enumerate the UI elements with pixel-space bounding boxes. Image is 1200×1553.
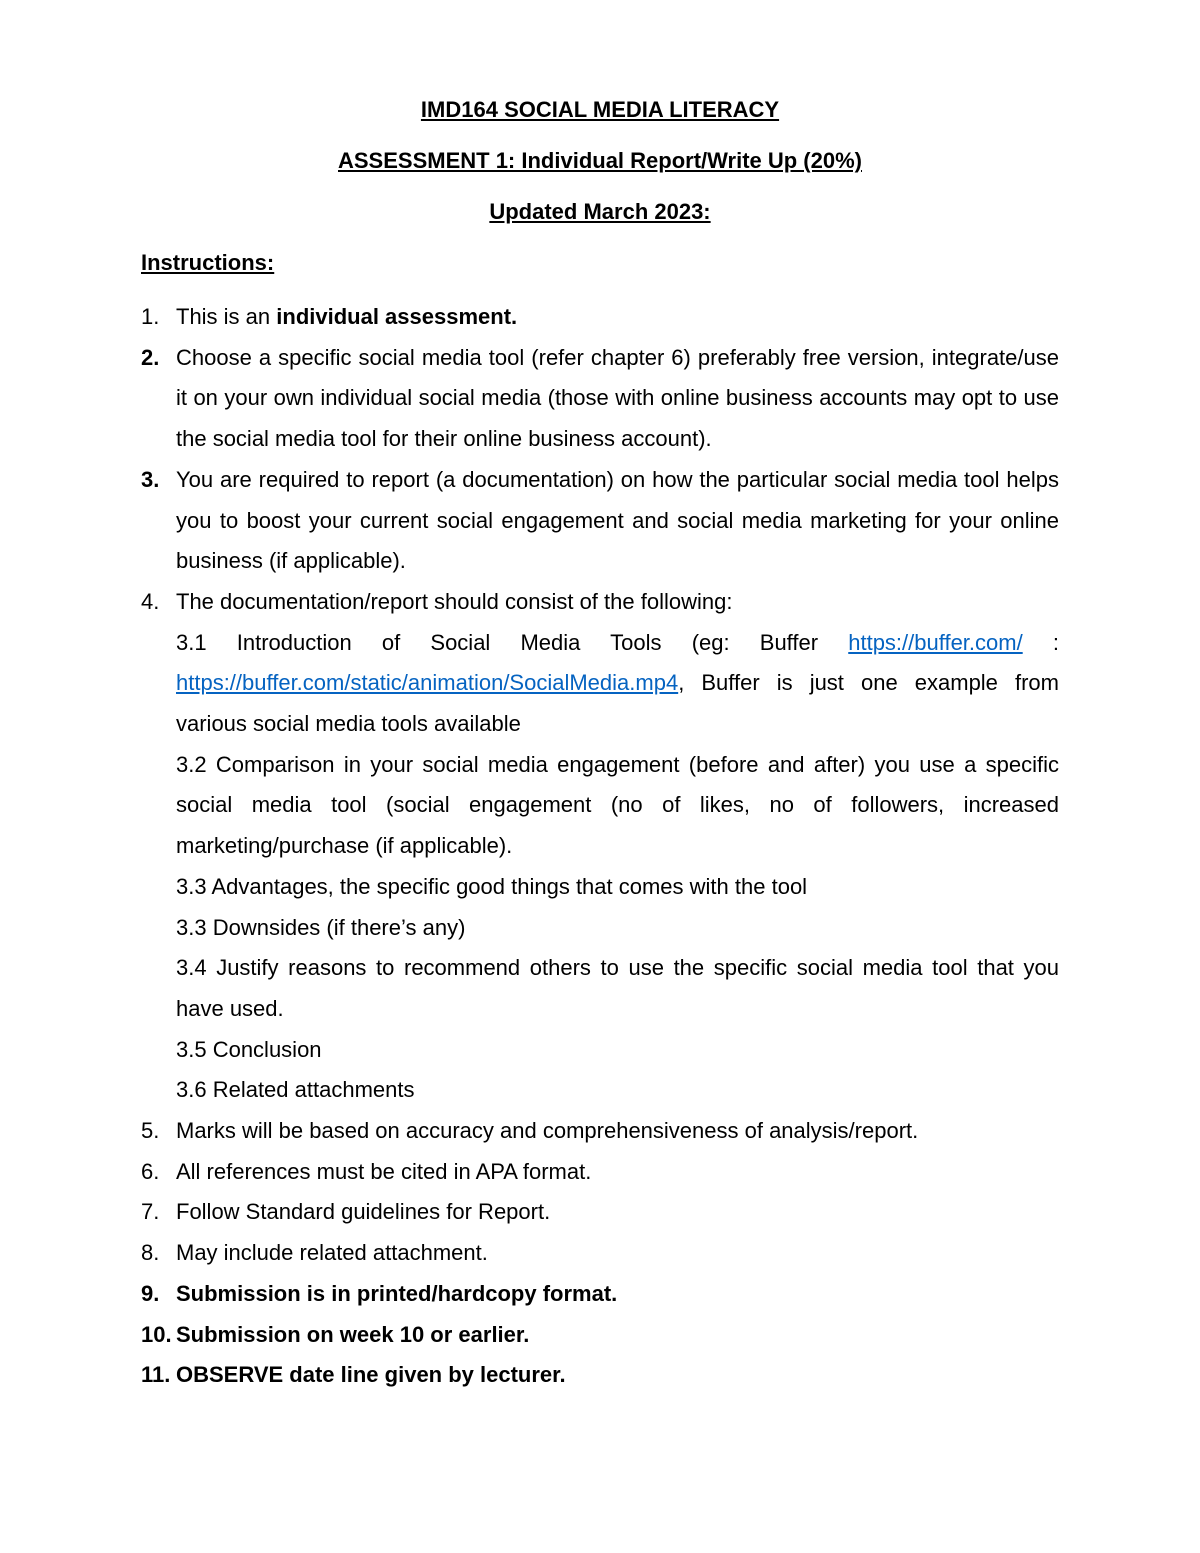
subitem-3-6: 3.6 Related attachments: [176, 1077, 415, 1103]
updated-date: Updated March 2023:: [489, 199, 711, 224]
item-content: [176, 582, 1059, 1111]
item-number: 7.: [141, 1199, 160, 1225]
subitem-3-2: 3.2 Comparison in your social media engagement (before and after) you use a specific social media tool (social engagement (no of likes, no of followers, increased marketing/purchase (if applicable).: [176, 751, 1059, 859]
assessment-title: ASSESSMENT 1: Individual Report/Write Up (20%): [338, 148, 862, 173]
item-number: 4.: [141, 588, 160, 614]
item-text: You are required to report (a documentation) on how the particular social media tool helps you to boost your current social engagement and social media marketing for your online business (if applicable).: [176, 466, 1059, 574]
list-item: [141, 297, 1059, 338]
item-number: 10.: [141, 1321, 172, 1347]
item-number: 1.: [141, 304, 160, 329]
list-item: [141, 582, 1059, 1111]
subitem-3-3-advantages: 3.3 Advantages, the specific good things that comes with the tool: [176, 873, 808, 899]
item-text: OBSERVE date line given by lecturer.: [176, 1362, 566, 1388]
subitem-3-4: 3.4 Justify reasons to recommend others to use the specific social media tool that you have used.: [176, 955, 1059, 1021]
buffer-link[interactable]: https://buffer.com/: [848, 629, 1023, 655]
item-text: May include related attachment.: [176, 1240, 488, 1266]
list-item: [141, 1111, 1059, 1152]
list-item: [141, 1355, 1059, 1396]
item-text: Submission is in printed/hardcopy format.: [176, 1280, 618, 1306]
item-number: 3.: [141, 466, 160, 492]
item-text: Choose a specific social media tool (refer chapter 6) preferably free version, integrate/use it on your own individual social media (those with online business accounts may opt to use the social media tool for their online business account).: [176, 344, 1059, 452]
item-text: Marks will be based on accuracy and comprehensiveness of analysis/report.: [176, 1118, 919, 1144]
list-item: [141, 1192, 1059, 1233]
list-item: [141, 460, 1059, 582]
instructions-heading: Instructions:: [141, 250, 275, 275]
list-item: [141, 1152, 1059, 1193]
list-item: [141, 1274, 1059, 1315]
item-text: Submission on week 10 or earlier.: [176, 1321, 530, 1347]
course-title: IMD164 SOCIAL MEDIA LITERACY: [420, 97, 780, 122]
instructions-list: [141, 297, 1059, 1396]
item-number: 2.: [141, 344, 160, 370]
item-text: All references must be cited in APA format.: [176, 1158, 592, 1184]
item-text: Follow Standard guidelines for Report.: [176, 1199, 551, 1225]
subitem-3-5: 3.5 Conclusion: [176, 1036, 322, 1062]
item-number: 5.: [141, 1118, 160, 1144]
subitem-3-1: 3.1 Introduction of Social Media Tools (eg: Buffer https://buffer.com/ : https://buffer.com/static/animation/SocialMedia.mp4, Buffer is just one example from various social media tools available: [176, 629, 1059, 737]
list-item: [141, 1315, 1059, 1356]
item-number: 6.: [141, 1158, 160, 1184]
item-text: This is an individual assessment.: [176, 304, 518, 329]
buffer-video-link[interactable]: https://buffer.com/static/animation/SocialMedia.mp4: [176, 670, 679, 696]
item-text: The documentation/report should consist of the following:: [176, 588, 733, 614]
list-item: [141, 1233, 1059, 1274]
item-number: 11.: [141, 1362, 171, 1388]
item-number: 9.: [141, 1280, 160, 1306]
list-item: [141, 338, 1059, 460]
subitem-3-3-downsides: 3.3 Downsides (if there’s any): [176, 914, 466, 940]
item-number: 8.: [141, 1240, 160, 1266]
